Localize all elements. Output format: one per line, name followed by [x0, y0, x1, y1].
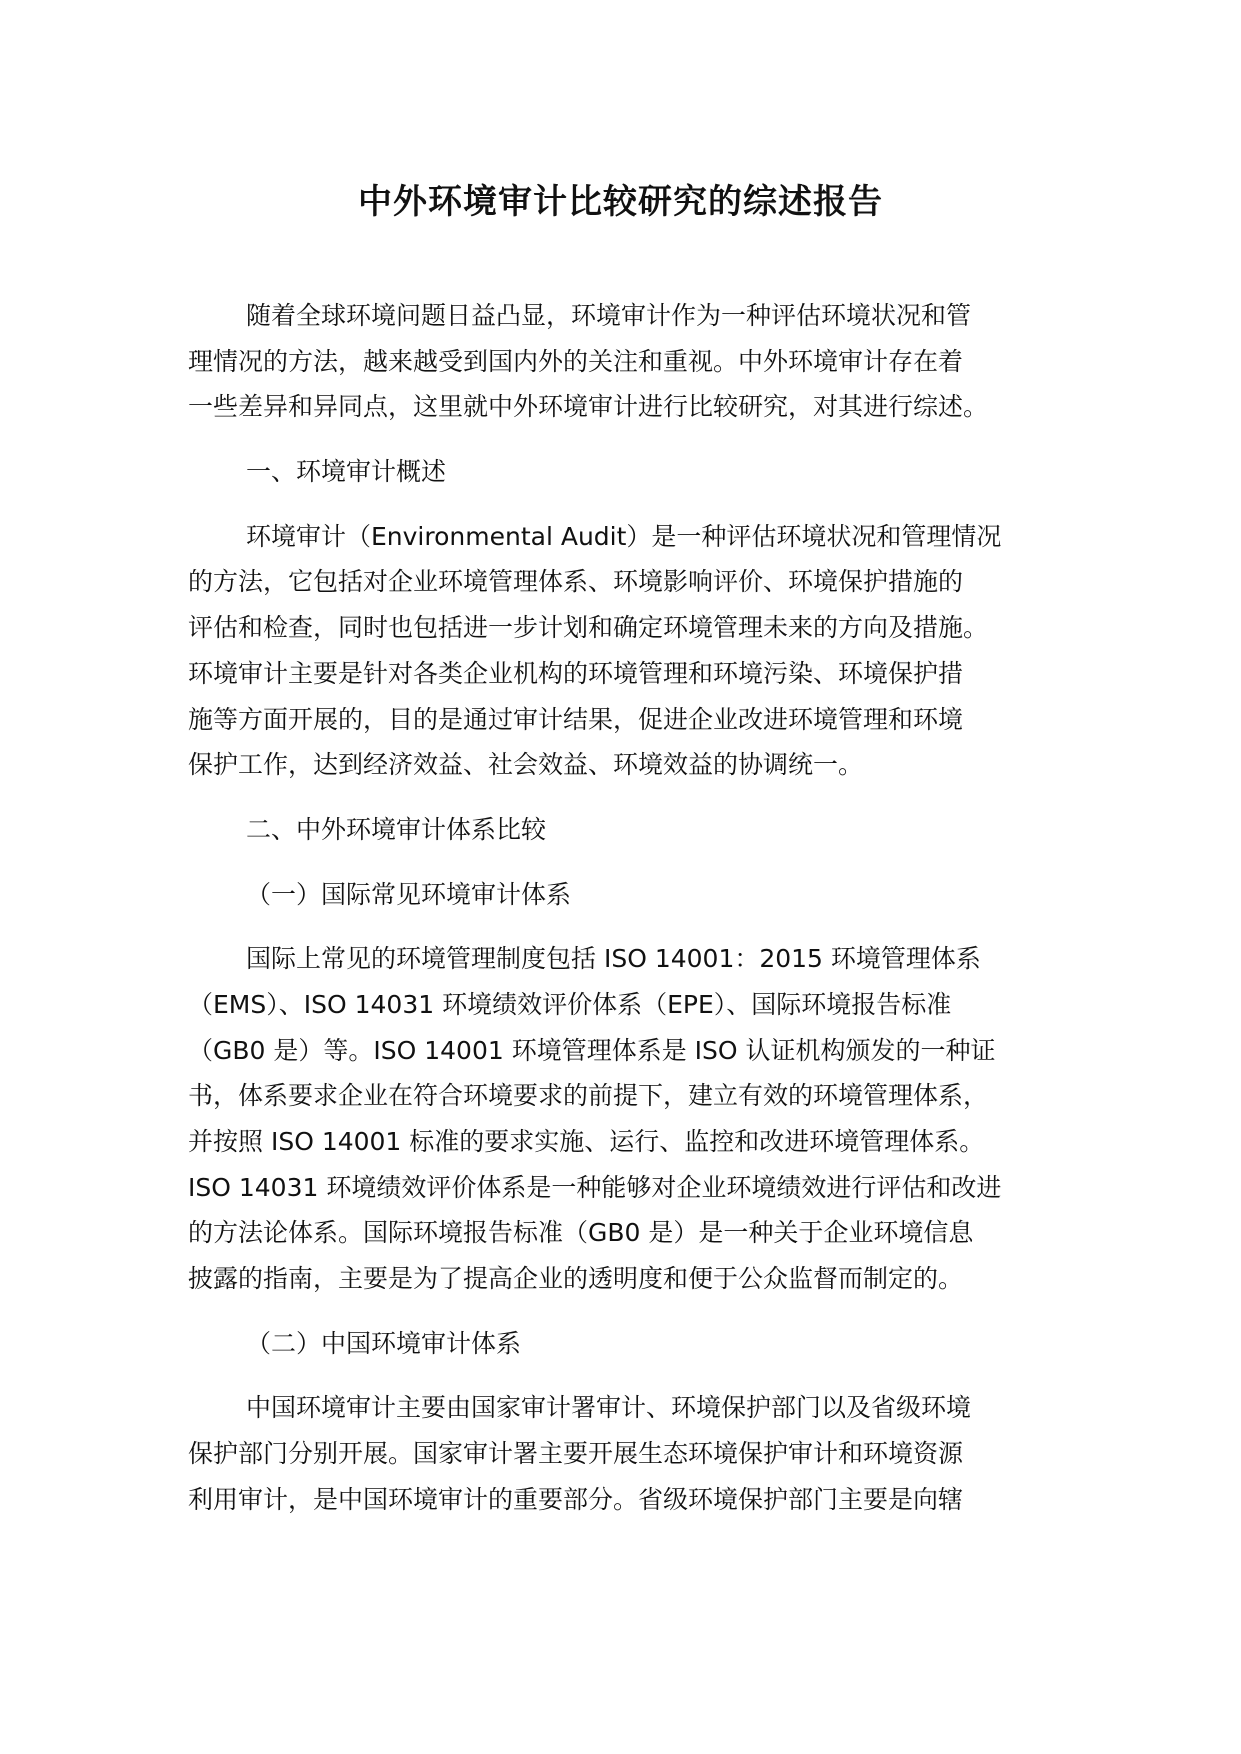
- text-line: 披露的指南，主要是为了提高企业的透明度和便于公众监督而制定的。: [188, 1264, 964, 1294]
- document-body: [188, 293, 1088, 1523]
- section-heading-overview: [188, 449, 1088, 495]
- text-line: 一些差异和异同点，这里就中外环境审计进行比较研究，对其进行综述。: [188, 392, 989, 422]
- paragraph-intro: [188, 293, 1088, 430]
- text-line: 保护工作，达到经济效益、社会效益、环境效益的协调统一。: [188, 750, 864, 780]
- text-line: 的方法，它包括对企业环境管理体系、环境影响评价、环境保护措施的: [188, 567, 964, 597]
- document-title: 中外环境审计比较研究的综述报告: [358, 182, 883, 222]
- text-line: 利用审计，是中国环境审计的重要部分。省级环境保护部门主要是向辖: [188, 1484, 964, 1514]
- text-line: 书，体系要求企业在符合环境要求的前提下，建立有效的环境管理体系，: [188, 1081, 989, 1111]
- heading-line: 一、环境审计概述: [246, 457, 447, 487]
- text-line: 中国环境审计主要由国家审计署审计、环境保护部门以及省级环境: [246, 1393, 972, 1423]
- paragraph-international: [188, 936, 1088, 1302]
- text-line: 并按照 ISO 14001 标准的要求实施、运行、监控和改进环境管理体系。: [188, 1127, 985, 1156]
- heading-line: 二、中外环境审计体系比较: [246, 814, 547, 844]
- paragraph-overview: [188, 514, 1088, 788]
- text-line: 随着全球环境问题日益凸显，环境审计作为一种评估环境状况和管: [246, 301, 972, 330]
- text-line: 的方法论体系。国际环境报告标准（GB0 是）是一种关于企业环境信息: [188, 1218, 974, 1248]
- text-line: 国际上常见的环境管理制度包括 ISO 14001：2015 环境管理体系: [246, 944, 981, 974]
- section-heading-comparison: [188, 807, 1088, 853]
- subsection-heading-international: [188, 872, 1088, 918]
- text-line: 施等方面开展的，目的是通过审计结果，促进企业改进环境管理和环境: [188, 704, 964, 734]
- heading-line: （一）国际常见环境审计体系: [246, 879, 572, 909]
- text-line: 保护部门分别开展。国家审计署主要开展生态环境保护审计和环境资源: [188, 1439, 964, 1469]
- text-line: 理情况的方法，越来越受到国内外的关注和重视。中外环境审计存在着: [188, 346, 964, 376]
- heading-line: （二）中国环境审计体系: [246, 1328, 522, 1358]
- text-line: 环境审计主要是针对各类企业机构的环境管理和环境污染、环境保护措: [188, 658, 964, 688]
- text-line: 环境审计（Environmental Audit）是一种评估环境状况和管理情况: [246, 521, 1002, 551]
- paragraph-china: [188, 1385, 1088, 1522]
- text-line: （EMS）、ISO 14031 环境绩效评价体系（EPE）、国际环境报告标准: [188, 989, 952, 1019]
- text-line: （GB0 是）等。ISO 14001 环境管理体系是 ISO 认证机构颁发的一种证: [188, 1035, 996, 1065]
- text-line: ISO 14031 环境绩效评价体系是一种能够对企业环境绩效进行评估和改进: [188, 1172, 1002, 1202]
- text-line: 评估和检查，同时也包括进一步计划和确定环境管理未来的方向及措施。: [188, 613, 989, 643]
- subsection-heading-china: [188, 1321, 1088, 1367]
